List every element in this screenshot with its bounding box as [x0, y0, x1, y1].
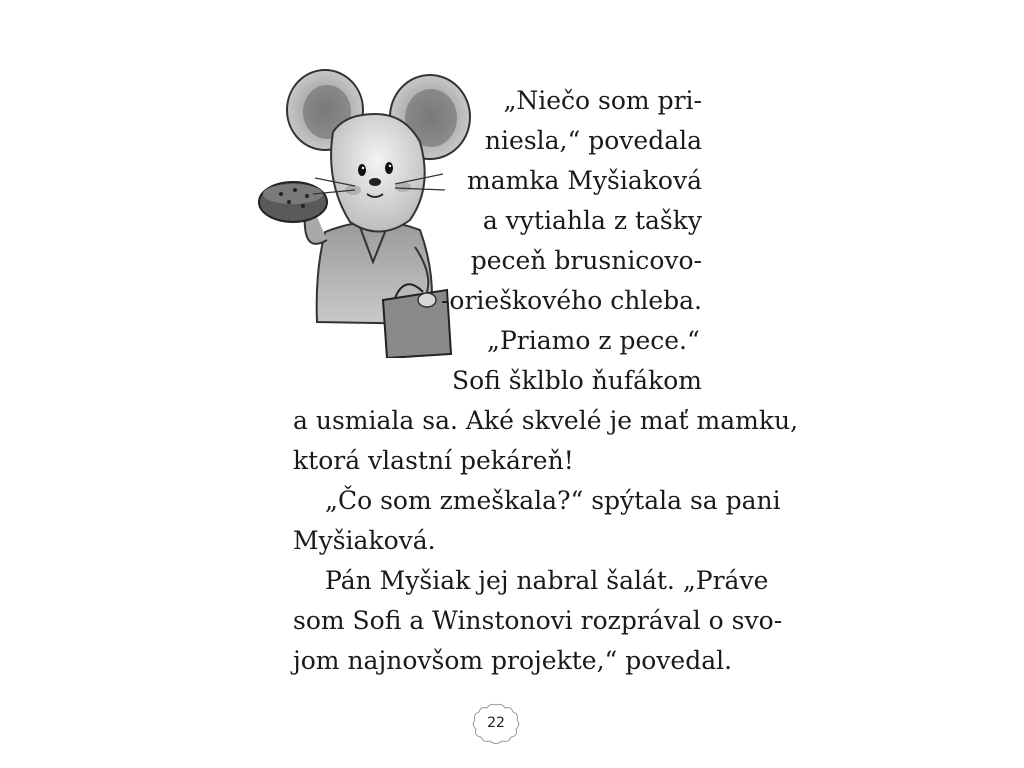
text-line: Myšiaková.	[293, 526, 436, 555]
text-line: a usmiala sa. Aké skvelé je mať mamku,	[293, 406, 799, 435]
page-number: 22	[487, 715, 505, 731]
text-line: jom najnovšom projekte,“ povedal.	[293, 646, 733, 675]
text-line: Pán Myšiak jej nabral šalát. „Práve	[325, 566, 769, 595]
text-line: peceň brusnicovo-	[470, 246, 702, 275]
text-line: mamka Myšiaková	[467, 166, 702, 195]
text-line: -orieškového chleba.	[440, 286, 702, 315]
text-line: Sofi šklblo ňufákom	[451, 366, 702, 395]
text-line: ktorá vlastní pekáreň!	[293, 446, 574, 475]
text-line: „Niečo som pri-	[503, 86, 702, 115]
text-line: „Priamo z pece.“	[487, 326, 700, 355]
mouse-head	[331, 114, 425, 232]
text-line: niesla,“ povedala	[484, 126, 702, 155]
text-line: som Sofi a Winstonovi rozprával o svo-	[293, 606, 783, 635]
text-line: a vytiahla z tašky	[482, 206, 702, 235]
text-line: „Čo som zmeškala?“ spýtala sa pani	[325, 486, 781, 515]
page-number-badge	[471, 701, 521, 745]
